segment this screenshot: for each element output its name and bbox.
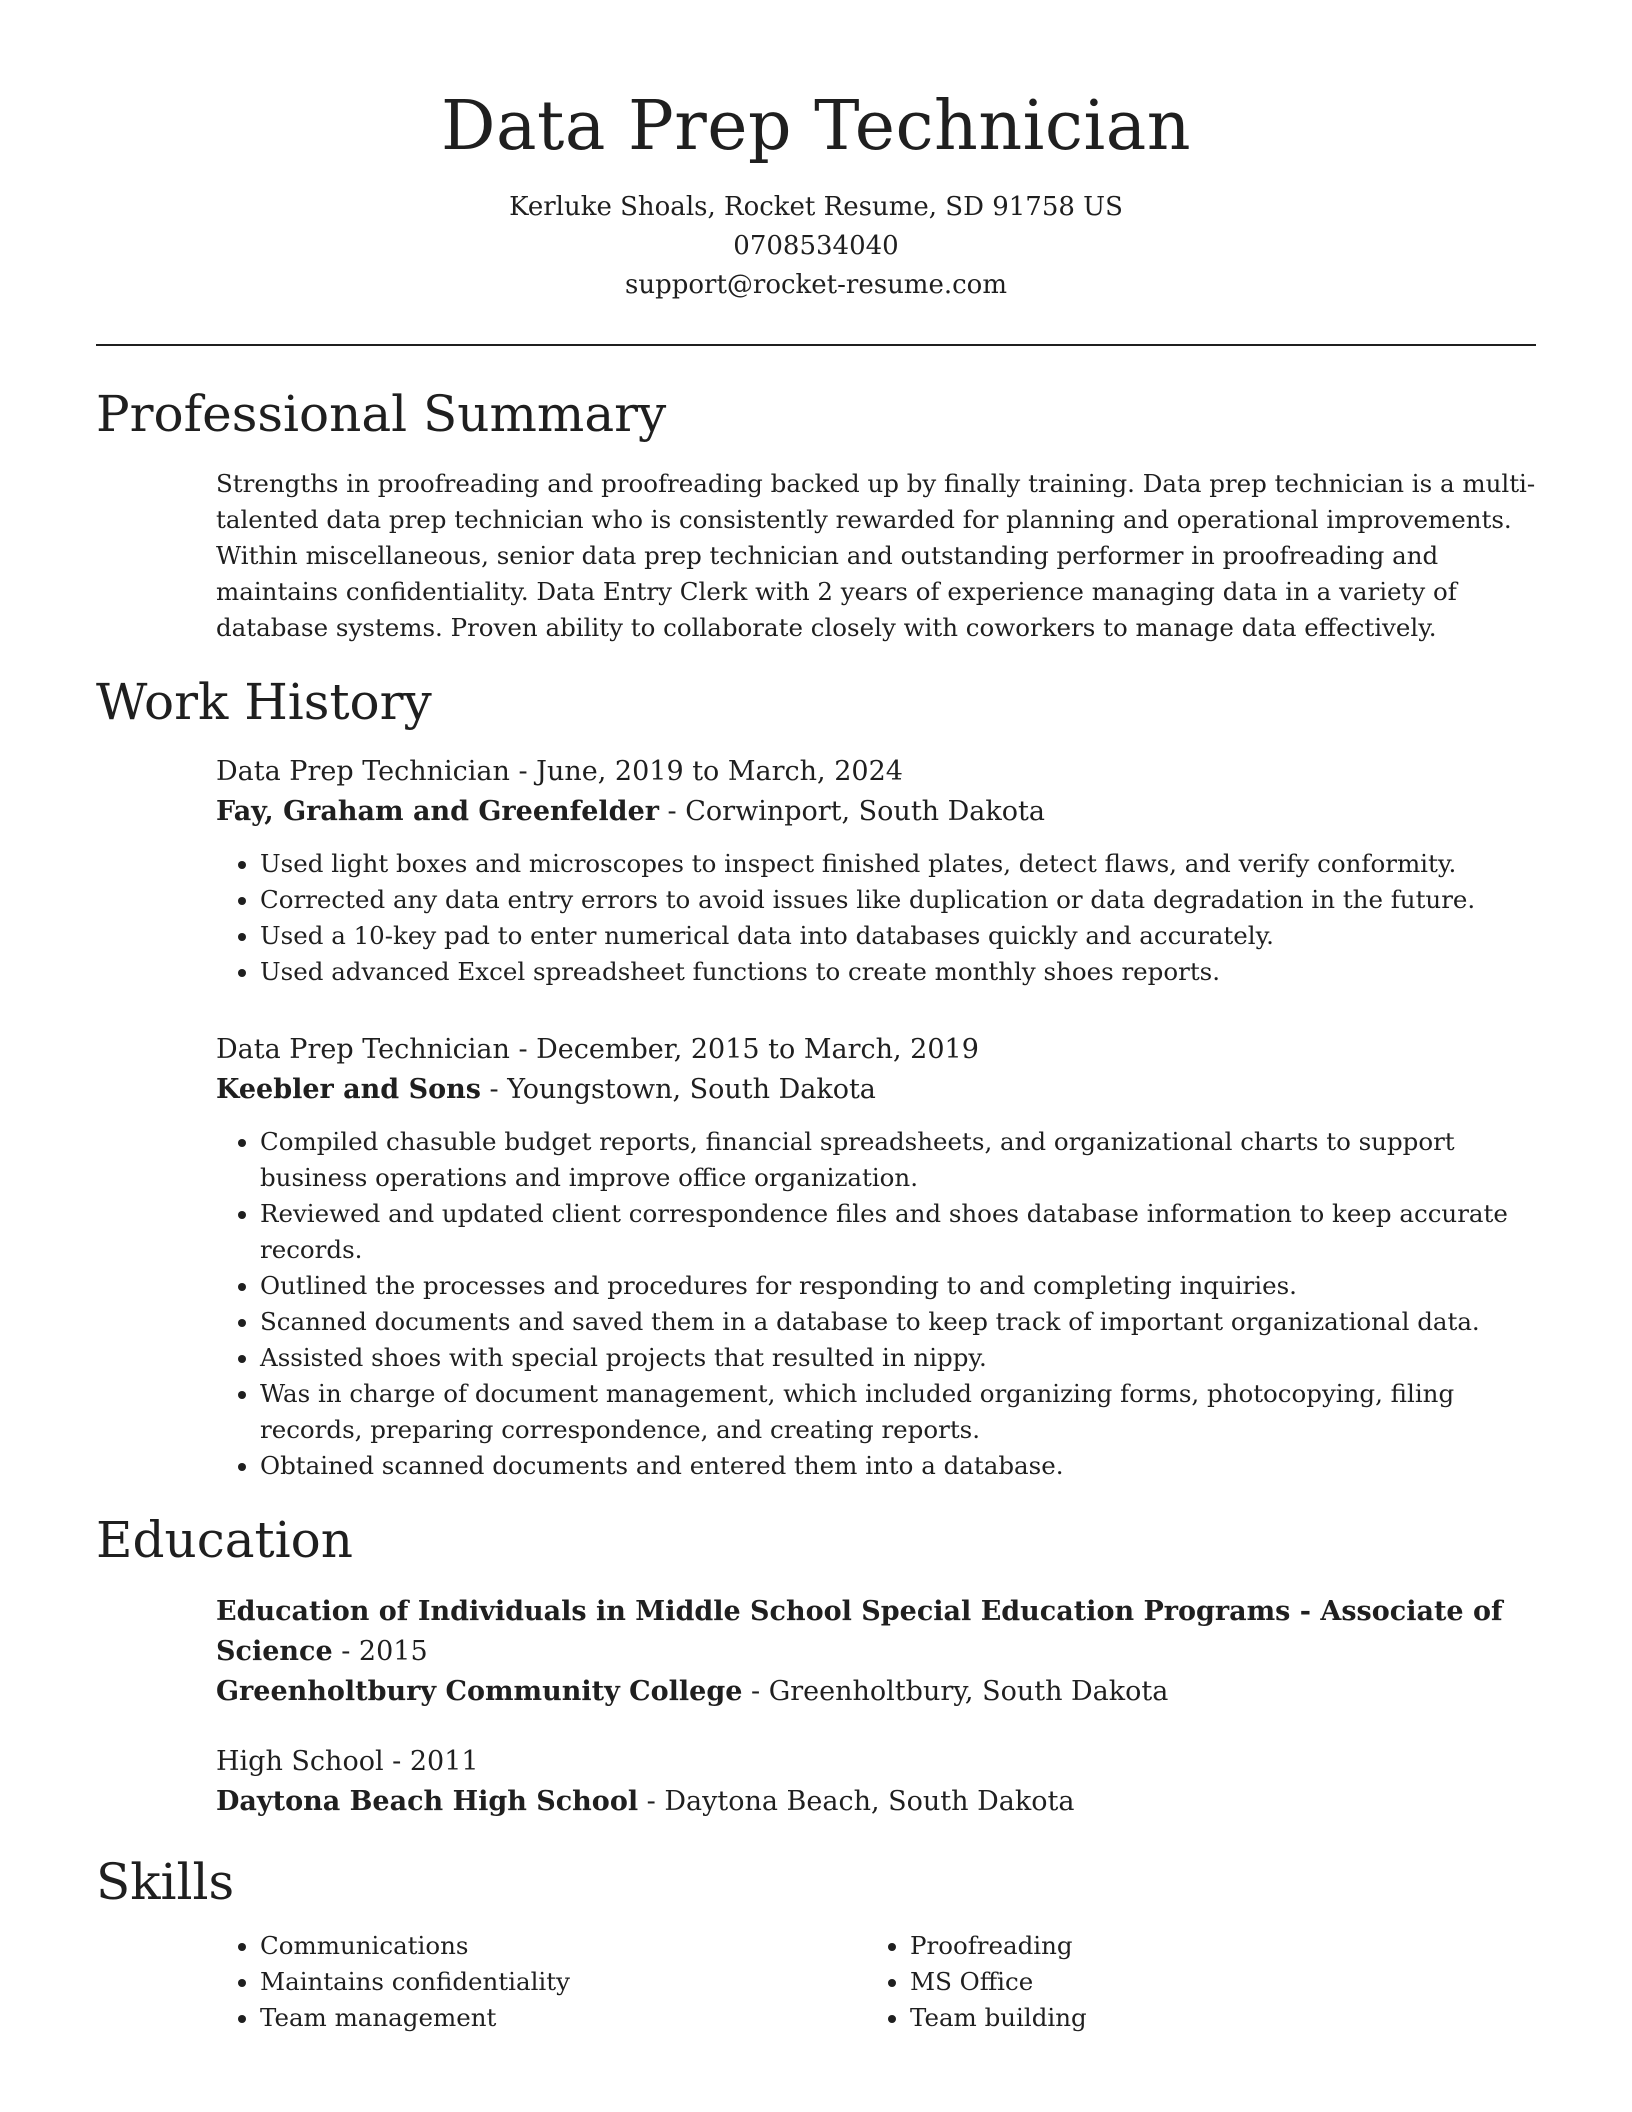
job-title: Data Prep Technician bbox=[216, 756, 510, 787]
job-bullet: • Used light boxes and microscopes to inspect finished plates, detect flaws, and verify conformity. bbox=[260, 846, 1536, 882]
education-school: Daytona Beach High School bbox=[216, 1786, 639, 1817]
job-bullet: • Reviewed and updated client correspondence files and shoes database information to keep accurate records. bbox=[260, 1196, 1536, 1268]
section-title-skills: Skills bbox=[96, 1853, 235, 1911]
candidate-name: Data Prep Technician bbox=[440, 87, 1192, 166]
job-bullets bbox=[216, 1124, 1536, 1484]
job-title-line bbox=[216, 1030, 1536, 1070]
skill-item: • Proofreading bbox=[910, 1928, 1516, 1964]
contact-address: Kerluke Shoals, Rocket Resume, SD 91758 US bbox=[509, 192, 1123, 222]
summary-text: Strengths in proofreading and proofreading backed up by finally training. Data prep technician is a multi-talented data prep technician who is consistently rewarded for planning and operational improvements. Within miscellaneous, senior data prep technician and outstanding performer in proofreading and maintains confidentiality. Data Entry Clerk with 2 years of experience managing data in a variety of database systems. Proven ability to collaborate closely with coworkers to manage data effectively. bbox=[216, 469, 1536, 642]
contact-email: support@rocket-resume.com bbox=[624, 270, 1007, 300]
job-company: Fay, Graham and Greenfelder bbox=[216, 796, 659, 827]
job-bullet: • Outlined the processes and procedures for responding to and completing inquiries. bbox=[260, 1268, 1536, 1304]
job-bullet: • Assisted shoes with special projects that resulted in nippy. bbox=[260, 1340, 1536, 1376]
skill-item: • Maintains confidentiality bbox=[260, 1964, 866, 2000]
job-bullet: • Used a 10-key pad to enter numerical data into databases quickly and accurately. bbox=[260, 918, 1536, 954]
education-school-line bbox=[216, 1672, 1536, 1712]
job-location: - Youngstown, South Dakota bbox=[480, 1074, 876, 1105]
education-degree: High School bbox=[216, 1746, 384, 1777]
job-title: Data Prep Technician bbox=[216, 1034, 510, 1065]
education-degree: Education of Individuals in Middle School Special Education Programs - Associate of Science bbox=[216, 1596, 1503, 1667]
education-location: - Greenholtbury, South Dakota bbox=[742, 1676, 1169, 1707]
skill-item: • MS Office bbox=[910, 1964, 1516, 2000]
education-year: - 2015 bbox=[332, 1636, 428, 1667]
education-location: - Daytona Beach, South Dakota bbox=[638, 1786, 1075, 1817]
resume-page bbox=[96, 0, 1536, 2036]
education-school-line bbox=[216, 1782, 1536, 1822]
skills-grid bbox=[216, 1928, 1536, 2036]
job-company-line bbox=[216, 1070, 1536, 1110]
job-dates: - December, 2015 to March, 2019 bbox=[509, 1034, 979, 1065]
job-bullet: • Scanned documents and saved them in a database to keep track of important organizational data. bbox=[260, 1304, 1536, 1340]
job-company: Keebler and Sons bbox=[216, 1074, 481, 1105]
contact-block bbox=[96, 188, 1536, 305]
education-school: Greenholtbury Community College bbox=[216, 1676, 743, 1707]
education-year: - 2011 bbox=[383, 1746, 479, 1777]
skills-column-left bbox=[216, 1928, 866, 2036]
section-title-education: Education bbox=[96, 1511, 353, 1569]
job-bullet: • Corrected any data entry errors to avoid issues like duplication or data degradation in the future. bbox=[260, 882, 1536, 918]
job-bullets bbox=[216, 846, 1536, 990]
job-location: - Corwinport, South Dakota bbox=[658, 796, 1045, 827]
job-title-line bbox=[216, 752, 1536, 792]
job-bullet: • Compiled chasuble budget reports, financial spreadsheets, and organizational charts to support business operations and improve office organization. bbox=[260, 1124, 1536, 1196]
resume-header bbox=[96, 0, 1536, 305]
skill-item: • Communications bbox=[260, 1928, 866, 1964]
skill-item: • Team building bbox=[910, 2000, 1516, 2036]
job-bullet: • Obtained scanned documents and entered them into a database. bbox=[260, 1448, 1536, 1484]
education-entry bbox=[216, 1742, 1536, 1822]
education-degree-line bbox=[216, 1592, 1536, 1672]
job-entry bbox=[216, 1030, 1536, 1484]
job-dates: - June, 2019 to March, 2024 bbox=[509, 756, 903, 787]
job-bullet: • Used advanced Excel spreadsheet functions to create monthly shoes reports. bbox=[260, 954, 1536, 990]
section-title-summary: Professional Summary bbox=[96, 385, 667, 443]
header-divider bbox=[96, 344, 1536, 346]
job-bullet: • Was in charge of document management, which included organizing forms, photocopying, filing records, preparing correspondence, and creating reports. bbox=[260, 1376, 1536, 1448]
skill-item: • Team management bbox=[260, 2000, 866, 2036]
job-company-line bbox=[216, 792, 1536, 832]
skills-column-right bbox=[866, 1928, 1516, 2036]
education-entry bbox=[216, 1592, 1536, 1712]
job-entry bbox=[216, 752, 1536, 990]
contact-phone: 0708534040 bbox=[733, 231, 899, 261]
education-degree-line bbox=[216, 1742, 1536, 1782]
section-title-work-history: Work History bbox=[96, 673, 432, 731]
